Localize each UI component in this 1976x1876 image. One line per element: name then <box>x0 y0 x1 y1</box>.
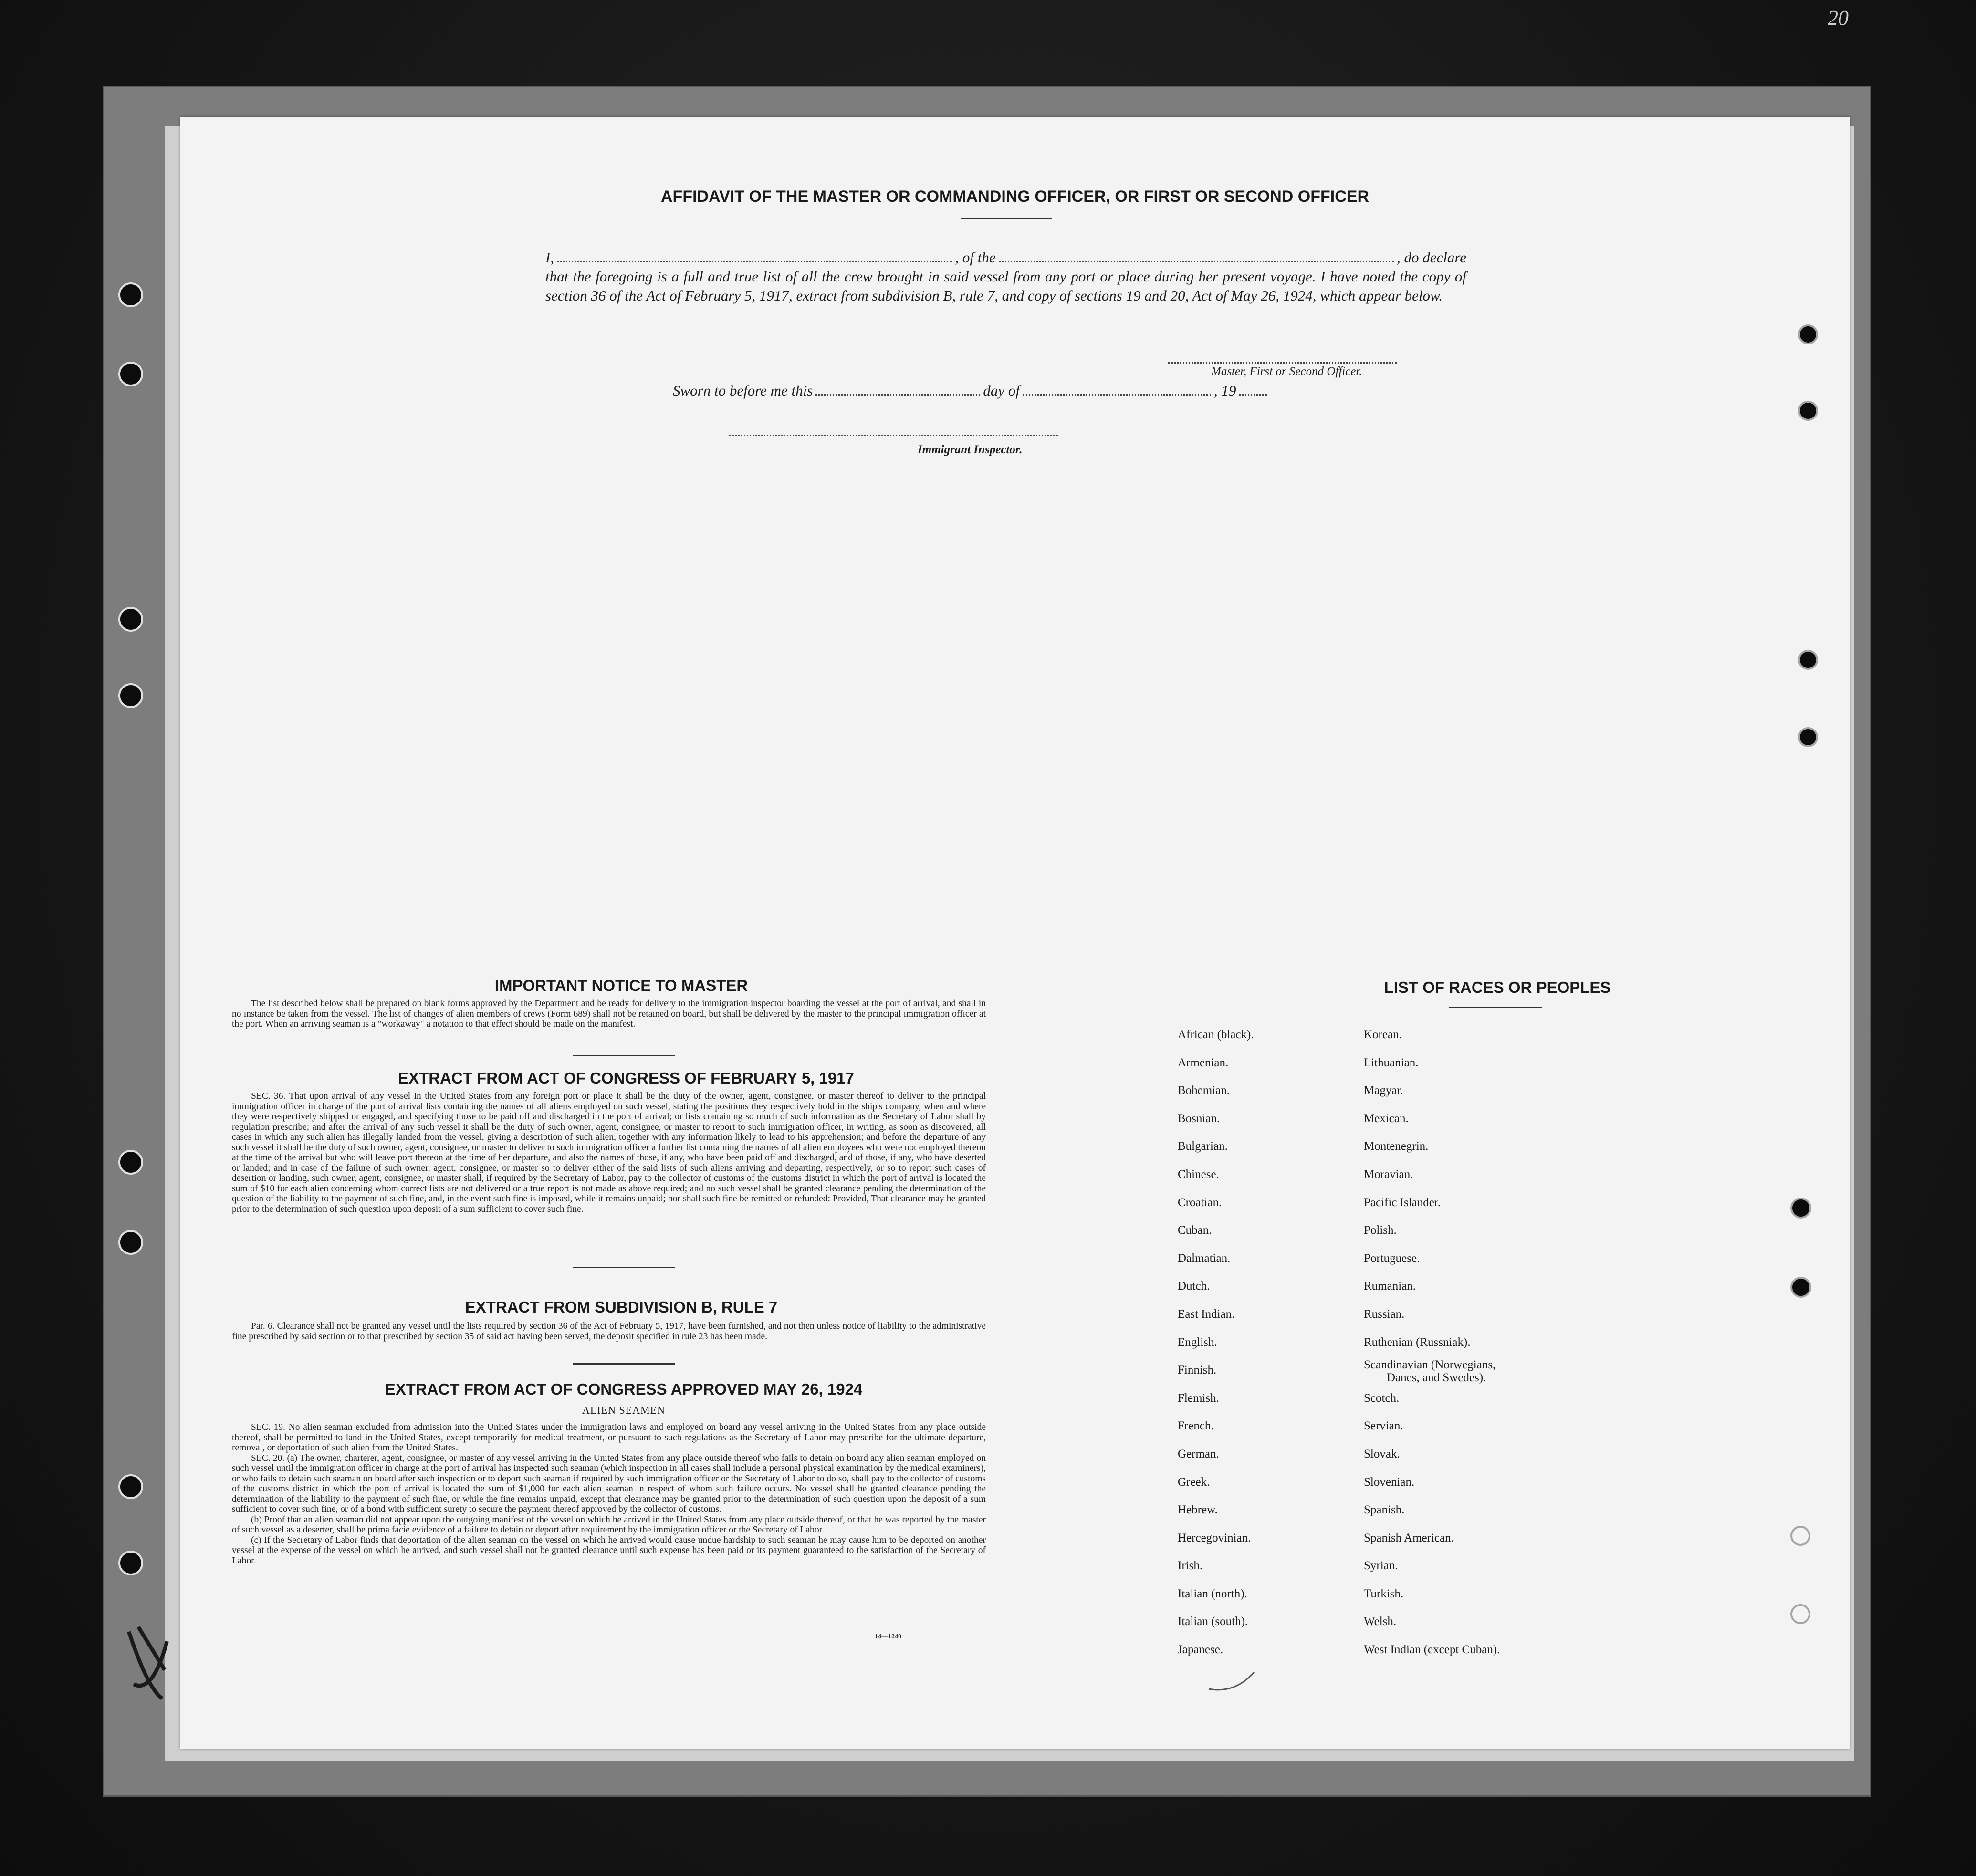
master-signature-label: Master, First or Second Officer. <box>1211 365 1362 378</box>
race-entry: Syrian. <box>1364 1559 1398 1573</box>
race-entry: Bulgarian. <box>1178 1140 1228 1153</box>
race-entry: Korean. <box>1364 1028 1402 1041</box>
extract-1917-title: EXTRACT FROM ACT OF CONGRESS OF FEBRUARY 5, 1917 <box>398 1069 854 1087</box>
race-entry: Scotch. <box>1364 1391 1400 1405</box>
race-entry: Portuguese. <box>1364 1251 1420 1265</box>
punch-hole <box>118 607 143 632</box>
race-entry: Hercegovinian. <box>1178 1531 1251 1544</box>
race-entry: Polish. <box>1364 1224 1397 1237</box>
corner-page-number: 20 <box>1828 6 1849 30</box>
handwritten-mark <box>119 1613 177 1708</box>
section-divider <box>573 1267 675 1268</box>
affidavit-title: AFFIDAVIT OF THE MASTER OR COMMANDING OFFICER, OR FIRST OR SECOND OFFICER <box>661 188 1369 206</box>
race-entry: Finnish. <box>1178 1364 1217 1377</box>
extract-1924-title: EXTRACT FROM ACT OF CONGRESS APPROVED MAY 26, 1924 <box>385 1380 863 1398</box>
section-divider <box>573 1055 675 1056</box>
sworn-year-blank[interactable] <box>1239 383 1267 396</box>
race-entry: Greek. <box>1178 1475 1210 1489</box>
form-number: 14—1240 <box>875 1633 901 1640</box>
punch-hole <box>1790 1526 1810 1546</box>
inspector-signature-line[interactable] <box>729 435 1058 436</box>
race-entry: Dutch. <box>1178 1280 1210 1293</box>
race-entry: Mexican. <box>1364 1112 1409 1125</box>
race-entry: German. <box>1178 1447 1219 1460</box>
race-entry: Spanish American. <box>1364 1531 1454 1544</box>
race-entry: Ruthenian (Russniak). <box>1364 1335 1471 1349</box>
master-signature-line[interactable] <box>1168 362 1397 364</box>
punch-hole <box>118 1150 143 1175</box>
notice-title: IMPORTANT NOTICE TO MASTER <box>494 977 748 994</box>
race-entry: Flemish. <box>1178 1391 1219 1405</box>
extract-rule7-title: EXTRACT FROM SUBDIVISION B, RULE 7 <box>465 1298 778 1316</box>
race-entry: Servian. <box>1364 1419 1403 1433</box>
vessel-blank[interactable] <box>999 250 1394 262</box>
punch-hole <box>118 362 143 386</box>
race-entry-line: Scandinavian (Norwegians, <box>1364 1358 1496 1372</box>
races-title: LIST OF RACES OR PEOPLES <box>1384 979 1611 996</box>
race-entry: Magyar. <box>1364 1084 1403 1097</box>
race-entry <box>1364 1356 1500 1385</box>
punch-hole <box>118 1230 143 1255</box>
section-divider <box>573 1363 675 1365</box>
sworn-label: Sworn to before me this <box>673 382 813 399</box>
race-entry: Japanese. <box>1178 1643 1223 1657</box>
race-entry: East Indian. <box>1178 1307 1235 1321</box>
race-entry: African (black). <box>1178 1028 1254 1041</box>
punch-hole <box>1798 650 1818 670</box>
notice-text: The list described below shall be prepared on blank forms approved by the Department and be ready for delivery to the immigration inspector boarding the vessel at the port of arrival, and shall in no instance be taken from the vessel. The list of changes of alien members of crews (Form 689) shall not be retained on board, but shall be delivered by the master to the principal immigration officer at the port. When an arriving seaman is a "workaway" a notation to that effect should be made on the manifest. <box>232 999 986 1029</box>
punch-hole <box>1790 1604 1810 1624</box>
race-entry: West Indian (except Cuban). <box>1364 1643 1500 1657</box>
race-entry: Montenegrin. <box>1364 1140 1429 1153</box>
year-label: , 19 <box>1213 382 1236 399</box>
race-entry: Turkish. <box>1364 1587 1404 1600</box>
race-entry: Welsh. <box>1364 1615 1397 1628</box>
form-page <box>180 117 1850 1749</box>
affidavit-body <box>545 248 1466 305</box>
punch-hole <box>1790 1198 1811 1219</box>
races-right-column <box>1364 1021 1500 1664</box>
race-entry: Lithuanian. <box>1364 1056 1419 1069</box>
race-entry: Bohemian. <box>1178 1084 1230 1097</box>
race-entry: Pacific Islander. <box>1364 1196 1441 1209</box>
punch-hole <box>1798 324 1818 344</box>
race-entry: Russian. <box>1364 1307 1405 1321</box>
punch-hole <box>1798 727 1818 747</box>
race-entry-continuation: Danes, and Swedes). <box>1387 1371 1486 1385</box>
pencil-check-mark <box>1206 1668 1259 1696</box>
race-entry: Slovenian. <box>1364 1475 1415 1489</box>
inspector-label: Immigrant Inspector. <box>918 443 1023 456</box>
day-of-label: day of <box>983 382 1020 399</box>
punch-hole <box>1790 1277 1811 1298</box>
race-entry: Chinese. <box>1178 1167 1219 1181</box>
of-the-label: , of the <box>955 249 996 266</box>
race-entry: Slovak. <box>1364 1447 1400 1460</box>
sworn-line <box>673 382 1236 399</box>
race-entry: French. <box>1178 1419 1214 1433</box>
race-entry: Moravian. <box>1364 1167 1413 1181</box>
punch-hole <box>118 1551 143 1575</box>
races-title-underline <box>1449 1007 1542 1008</box>
race-entry: Italian (north). <box>1178 1587 1247 1600</box>
race-entry: Croatian. <box>1178 1196 1222 1209</box>
race-entry: Armenian. <box>1178 1056 1229 1069</box>
race-entry: Cuban. <box>1178 1224 1212 1237</box>
extract-1924-text: SEC. 19. No alien seaman excluded from admission into the United States under the immigration laws and employed on board any vessel arriving in the United States from any place outside thereof, shall be permitted to land in the United States, except temporarily for medical treatment, or pursuant to such regulations as the Secretary of Labor may prescribe for the ultimate departure, removal, or deportation of such alien from the United States. SEC. 20. (a) The owner, charterer, agent, consignee, or master of any vessel arriving in the United States from any place outside thereof who fails to detain on board any alien seaman employed on such vessel until the immigration officer in charge at the port of arrival has inspected such seaman (which inspection in all cases shall include a personal physical examination by the medical examiners), or who fails to detain such seaman on board after such inspection or to deport such seaman if required by such immigration officer or the Secretary of Labor to do so, shall pay to the collector of customs of the customs district in which the port of arrival is located the sum of $1,000 for each alien seaman in respect of whom such failure occurs. No vessel shall be granted clearance pending the determination of the liability to the payment of such fine, or while the fine remains unpaid, except that clearance may be granted prior to the determination of such question upon the deposit of a sum sufficient to cover such fine, or of a bond with sufficient surety to secure the payment thereof approved by the collector of customs. (b) Proof that an alien seaman did not appear upon the outgoing manifest of the vessel on which he arrived in the United States from any place outside thereof, or that he was reported by the master of such vessel as a deserter, shall be prima facie evidence of a failure to detain or deport after requirement by the immigration officer or the Secretary of Labor. (c) If the Secretary of Labor finds that deportation of the alien seaman on the vessel on which he arrived would cause undue hardship to such seaman he may cause him to be deported on another vessel at the expense of the vessel on which he arrived, and such vessel shall not be granted clearance until such expense has been paid or its payment guaranteed to the satisfaction of the Secretary of Labor. <box>232 1422 986 1566</box>
punch-hole <box>118 282 143 307</box>
punch-hole <box>118 1474 143 1499</box>
i-label: I, <box>545 249 554 266</box>
races-left-column <box>1178 1021 1254 1664</box>
race-entry: English. <box>1178 1335 1217 1349</box>
do-declare-label: , do declare <box>1396 249 1467 266</box>
punch-hole <box>118 683 143 708</box>
race-entry: Rumanian. <box>1364 1280 1416 1293</box>
sworn-month-blank[interactable] <box>1023 383 1211 396</box>
punch-hole <box>1798 401 1818 421</box>
race-entry: Spanish. <box>1364 1503 1405 1517</box>
extract-1917-text: SEC. 36. That upon arrival of any vessel in the United States from any foreign port or place it shall be the duty of the owner, agent, consignee, or master thereof to deliver to the principal immigration officer in charge of the port of arrival lists containing the names of all aliens employed on such vessel, stating the positions they respectively hold in the ship's company, when and where they were respectively shipped or engaged, and specifying those to be paid off and discharged in the port of arrival; or lists containing so much of such information as the Secretary of Labor shall by regulation prescribe; and after the arrival of any such vessel it shall be the duty of such owner, agent, consignee, or master to report to such immigration officer, in writing, as soon as discovered, all cases in which any such alien has illegally landed from the vessel, giving a description of such alien, together with any information likely to lead to his apprehension; and before the departure of any such vessel it shall be the duty of such owner, agent, consignee, or master to deliver to such immigration officer a further list containing the names of all alien employees who were not employed thereon at the time of the arrival but who will leave port thereon at the time of her departure, and also the names of those, if any, who have been paid off and discharged, and of those, if any, who have deserted or landed; and in case of the failure of such owner, agent, consignee, or master so to deliver either of the said lists of such aliens arriving and departing, respectively, or so to report such cases of desertion or landing, such owner, agent, consignee, or master shall, if required by the Secretary of Labor, pay to the collector of customs of the customs district in which the port of arrival is located the sum of $10 for each alien concerning whom correct lists are not delivered or a true report is not made as above required; and no such vessel shall be granted clearance pending the determination of the question of the liability to the payment of such fine, and, in the event such fine is imposed, while it remains unpaid; nor shall such fine be remitted or refunded: Provided, That clearance may be granted prior to the determination of such question upon deposit of a sum sufficient to cover such fine. <box>232 1091 986 1214</box>
race-entry: Bosnian. <box>1178 1112 1220 1125</box>
title-underline <box>961 218 1052 219</box>
affidavit-statement: that the foregoing is a full and true list of all the crew brought in said vessel from any port or place during her present voyage. I have noted the copy of section 36 of the Act of February 5, 1917, extract from subdivision B, rule 7, and copy of sections 19 and 20, Act of May 26, 1924, which appear below. <box>545 268 1466 304</box>
name-blank[interactable] <box>557 250 952 262</box>
race-entry: Irish. <box>1178 1559 1203 1573</box>
alien-seamen-subtitle: ALIEN SEAMEN <box>582 1404 665 1416</box>
race-entry: Hebrew. <box>1178 1503 1218 1517</box>
declaration-line <box>545 248 1466 267</box>
race-entry: Italian (south). <box>1178 1615 1248 1628</box>
sworn-day-blank[interactable] <box>815 383 980 396</box>
race-entry: Dalmatian. <box>1178 1251 1231 1265</box>
extract-rule7-text: Par. 6. Clearance shall not be granted any vessel until the lists required by section 36 of the Act of February 5, 1917, have been furnished, and not then unless notice of liability to the administrative fine prescribed by said section or to that prescribed by section 35 of said act having been served, the deposit specified in rule 23 has been made. <box>232 1321 986 1342</box>
